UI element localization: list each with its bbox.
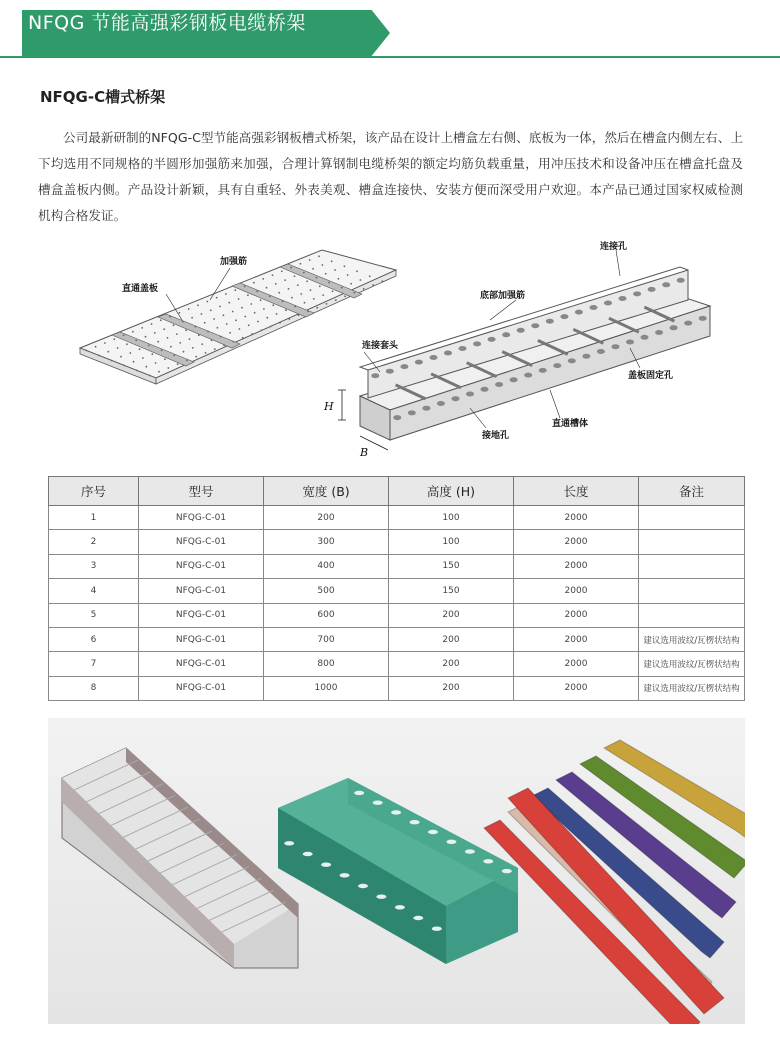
label-bottom-rib: 底部加强筋: [480, 291, 526, 301]
cell-model: NFQG-C-01: [139, 603, 264, 627]
cell-height: 200: [389, 676, 514, 700]
cell-model: NFQG-C-01: [139, 579, 264, 603]
col-index: 序号: [49, 477, 139, 506]
teal-tray: [278, 778, 518, 964]
col-length: 长度: [514, 477, 639, 506]
product-photo-svg: [48, 718, 745, 1024]
trough-body-drawing: [360, 267, 710, 440]
cell-width: 300: [264, 530, 389, 554]
label-connector: 连接套头: [362, 341, 399, 351]
table-row: [49, 603, 745, 627]
cell-width: 500: [264, 579, 389, 603]
cell-model: NFQG-C-01: [139, 676, 264, 700]
cell-height: 150: [389, 579, 514, 603]
col-model: 型号: [139, 477, 264, 506]
cell-height: 100: [389, 506, 514, 530]
cell-index: 7: [49, 652, 139, 676]
cell-index: 5: [49, 603, 139, 627]
cell-width: 400: [264, 554, 389, 578]
dimension-h: H: [324, 400, 334, 413]
cell-note: [639, 579, 745, 603]
cell-length: 2000: [514, 627, 639, 651]
cell-height: 200: [389, 627, 514, 651]
cell-length: 2000: [514, 676, 639, 700]
cell-length: 2000: [514, 506, 639, 530]
cell-index: 6: [49, 627, 139, 651]
cell-width: 800: [264, 652, 389, 676]
product-photo: [48, 718, 745, 1024]
label-rib: 加强筋: [220, 257, 248, 267]
cell-height: 100: [389, 530, 514, 554]
cell-index: 1: [49, 506, 139, 530]
cell-index: 3: [49, 554, 139, 578]
cover-panel-drawing: [80, 250, 396, 384]
cell-length: 2000: [514, 652, 639, 676]
label-ground-hole: 接地孔: [482, 431, 510, 441]
table-row: [49, 506, 745, 530]
col-note: 备注: [639, 477, 745, 506]
label-cover-fix-hole: 盖板固定孔: [628, 371, 674, 381]
cell-model: NFQG-C-01: [139, 652, 264, 676]
table-header-row: [49, 477, 745, 506]
table-row: [49, 530, 745, 554]
cell-model: NFQG-C-01: [139, 506, 264, 530]
cell-note: [639, 506, 745, 530]
cell-index: 8: [49, 676, 139, 700]
section-title: NFQG-C槽式桥架: [40, 88, 166, 106]
col-width: 宽度 (B): [264, 477, 389, 506]
cell-width: 600: [264, 603, 389, 627]
page-title: NFQG 节能高强彩钢板电缆桥架: [28, 12, 306, 34]
table-row: [49, 579, 745, 603]
table-row: [49, 554, 745, 578]
cell-note: 建议选用波纹/瓦楞状结构: [639, 676, 745, 700]
cell-index: 4: [49, 579, 139, 603]
dimension-b: B: [360, 446, 369, 459]
cell-length: 2000: [514, 554, 639, 578]
cell-length: 2000: [514, 530, 639, 554]
label-straight-body: 直通槽体: [552, 419, 589, 429]
cell-model: NFQG-C-01: [139, 554, 264, 578]
cell-width: 200: [264, 506, 389, 530]
cell-note: [639, 603, 745, 627]
cell-length: 2000: [514, 579, 639, 603]
label-conn-hole: 连接孔: [600, 242, 628, 252]
header-divider: [0, 56, 780, 58]
cell-height: 200: [389, 652, 514, 676]
table-row: [49, 652, 745, 676]
cell-note: 建议选用波纹/瓦楞状结构: [639, 652, 745, 676]
cell-model: NFQG-C-01: [139, 530, 264, 554]
color-strips: [484, 740, 745, 1024]
spec-table: [48, 476, 745, 701]
cell-note: [639, 530, 745, 554]
cell-note: [639, 554, 745, 578]
label-cover: 直通盖板: [122, 284, 159, 294]
cell-width: 700: [264, 627, 389, 651]
cell-height: 150: [389, 554, 514, 578]
tray-diagram-svg: [60, 240, 730, 460]
cell-width: 1000: [264, 676, 389, 700]
cell-index: 2: [49, 530, 139, 554]
grey-tray: [62, 748, 298, 968]
cell-length: 2000: [514, 603, 639, 627]
cell-note: 建议选用波纹/瓦楞状结构: [639, 627, 745, 651]
table-row: [49, 627, 745, 651]
col-height: 高度 (H): [389, 477, 514, 506]
table-row: [49, 676, 745, 700]
cell-model: NFQG-C-01: [139, 627, 264, 651]
tray-diagram: [60, 240, 730, 460]
intro-paragraph: 公司最新研制的NFQG-C型节能高强彩钢板槽式桥架，该产品在设计上槽盒左右侧、底板为一体，然后在槽盒内侧左右、上下均选用不同规格的半圆形加强筋来加强，合理计算钢制电缆桥架的额定均筋负载重量，用冲压技术和设备冲压在槽盒托盘及槽盒盖板内侧。产品设计新颖，具有自重轻、外表美观、槽盒连接快、安装方便而深受用户欢迎。本产品已通过国家权威检测机构合格发证。: [38, 130, 743, 223]
cell-height: 200: [389, 603, 514, 627]
